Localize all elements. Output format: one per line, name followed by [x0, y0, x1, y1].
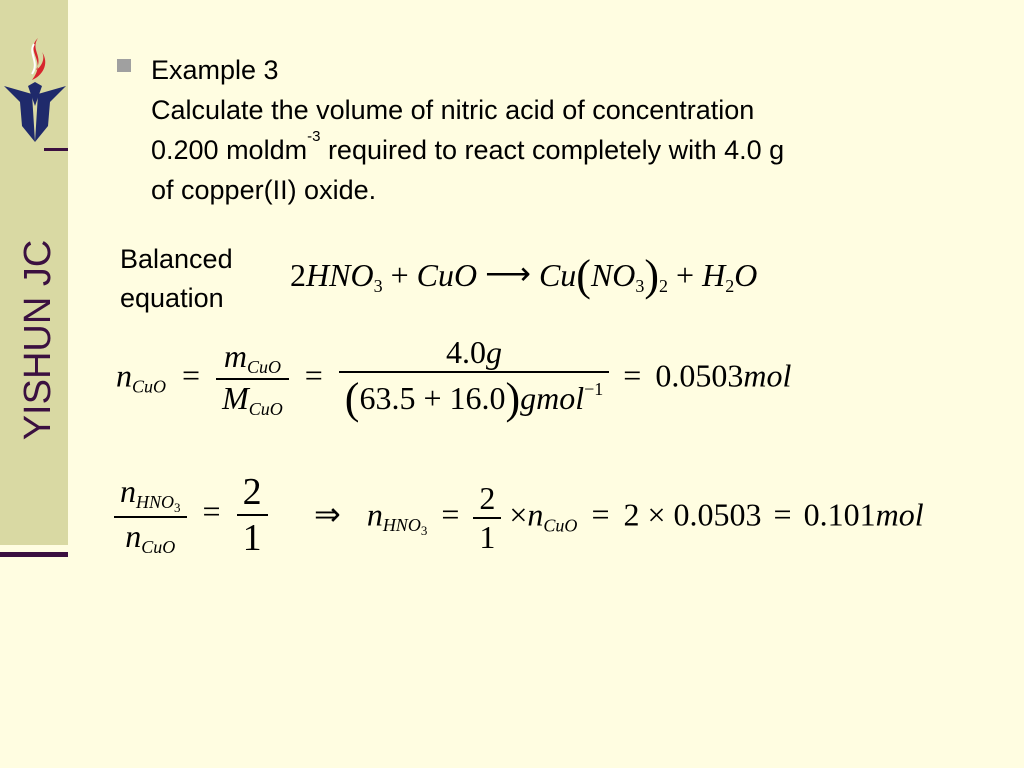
unit: g: [486, 334, 503, 370]
subscript: CuO: [246, 357, 281, 377]
product-o: O: [734, 257, 758, 293]
exponent: −1: [584, 379, 604, 399]
ratio-fraction: [473, 480, 501, 556]
equals-sign: =: [773, 496, 792, 533]
n-symbol: n: [527, 496, 544, 533]
balanced-equation-label: [120, 240, 233, 318]
molar-mass-sum: 63.5 + 16.0: [359, 380, 506, 416]
subscript: 3: [420, 523, 428, 539]
label-line-2: equation: [120, 283, 224, 313]
result-value: 0.0503: [655, 357, 744, 394]
n-symbol: n: [116, 357, 132, 394]
moles-hno3-equation: [314, 480, 924, 556]
molar-mass-symbol: M: [222, 380, 249, 416]
numeric-fraction: [339, 334, 610, 424]
right-paren: ): [505, 374, 521, 423]
moles-cuo-equation: [116, 334, 791, 424]
question-line-2-end: required to react completely with 4.0 g: [320, 135, 785, 165]
subscript: CuO: [543, 515, 578, 536]
n-symbol: n: [125, 517, 142, 554]
equals-sign: =: [304, 357, 323, 394]
result-value: 0.101: [803, 496, 876, 533]
subscript: 2: [659, 276, 669, 296]
question-line-3: of copper(II) oxide.: [151, 175, 377, 205]
ratio-denominator: 1: [237, 514, 268, 560]
school-brand-label: YISHUN JC: [17, 239, 59, 441]
subscript: HNO: [382, 515, 421, 536]
equals-sign: =: [441, 496, 460, 533]
mass-over-molar-mass: [216, 338, 289, 420]
sidebar-divider-bottom: [0, 552, 68, 557]
question-line-1: Calculate the volume of nitric acid of concentration: [151, 95, 755, 125]
reactant-hno3: HNO: [306, 257, 374, 293]
n-symbol: n: [366, 496, 383, 533]
plus-sign: +: [390, 257, 409, 293]
implies-icon: ⇒: [314, 496, 341, 533]
mole-ratio-fraction: [114, 473, 187, 558]
ratio-denominator: 1: [473, 517, 501, 556]
question-exponent: -3: [307, 128, 321, 145]
label-line-1: Balanced: [120, 244, 233, 274]
mass-value: 4.0: [446, 334, 487, 370]
plus-sign: +: [676, 257, 695, 293]
bullet-marker: [117, 59, 131, 72]
subscript: 3: [174, 499, 181, 515]
unit: mol: [743, 357, 792, 394]
left-paren: (: [344, 374, 360, 423]
multiplication-expression: 2 × 0.0503: [623, 496, 762, 533]
product-no3: NO: [590, 257, 636, 293]
unit: mol: [875, 496, 924, 533]
equals-sign: =: [202, 493, 221, 530]
equals-sign: =: [623, 357, 642, 394]
ratio-numerator: 2: [242, 471, 262, 513]
coefficient: 2: [290, 257, 306, 293]
unit: gmol: [520, 380, 585, 416]
subscript: 3: [373, 276, 383, 296]
question-line-2-start: 0.200 moldm: [151, 135, 308, 165]
subscript: CuO: [248, 399, 283, 419]
subscript: CuO: [132, 376, 167, 397]
subscript: 2: [725, 276, 735, 296]
equals-sign: =: [591, 496, 610, 533]
question-text: [151, 50, 991, 210]
equals-sign: =: [182, 357, 201, 394]
n-symbol: n: [120, 472, 136, 509]
subscript: HNO: [136, 491, 175, 512]
question-line-2: [151, 130, 991, 170]
ratio-value: [237, 470, 268, 560]
sidebar-divider-top: [44, 148, 68, 151]
example-title: Example 3: [151, 55, 279, 85]
product-h: H: [702, 257, 726, 293]
left-paren: (: [576, 251, 591, 300]
school-logo-icon: [2, 34, 68, 146]
reactant-cuo: CuO: [416, 257, 478, 293]
reaction-arrow-icon: ⟶: [485, 255, 531, 291]
product-cu: Cu: [538, 257, 577, 293]
subscript: 3: [635, 276, 645, 296]
times-sign: ×: [509, 496, 528, 533]
mole-ratio-equation: [114, 470, 268, 560]
m-symbol: m: [223, 338, 247, 374]
balanced-equation: [290, 250, 757, 301]
subscript: CuO: [141, 536, 176, 557]
ratio-numerator: 2: [479, 480, 496, 516]
right-paren: ): [644, 251, 660, 300]
